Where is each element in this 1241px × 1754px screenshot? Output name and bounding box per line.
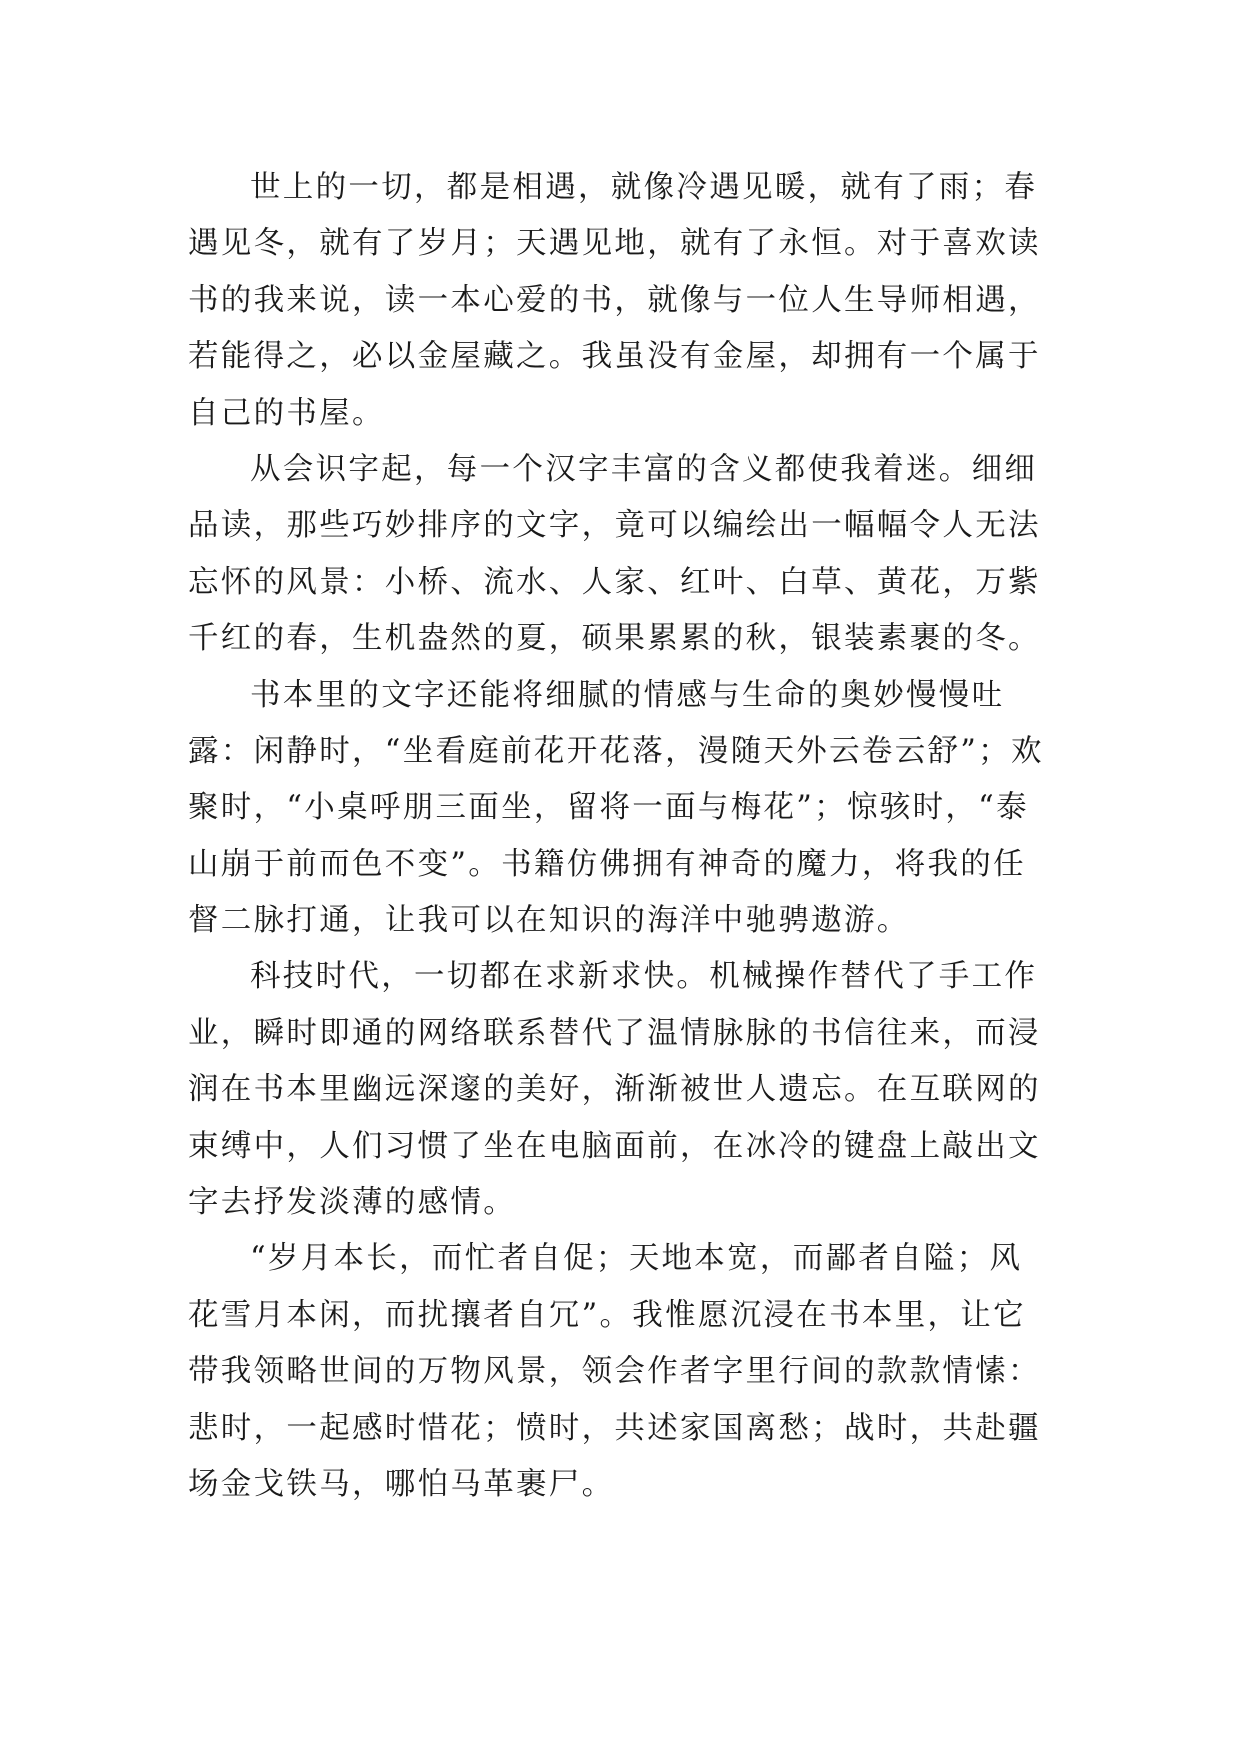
paragraph-line: 束缚中，人们习惯了坐在电脑面前，在冰冷的键盘上敲出文 bbox=[188, 1128, 1041, 1164]
paragraph-line: 业，瞬时即通的网络联系替代了温情脉脉的书信往来，而浸 bbox=[188, 1015, 1041, 1051]
paragraph-line: 忘怀的风景：小桥、流水、人家、红叶、白草、黄花，万紫 bbox=[188, 564, 1041, 600]
paragraph-line: 花雪月本闲，而扰攘者自冗”。我惟愿沉浸在书本里，让它 bbox=[188, 1297, 1026, 1333]
paragraph-line: 千红的春，生机盎然的夏，硕果累累的秋，银装素裹的冬。 bbox=[188, 621, 1041, 657]
paragraph-5 bbox=[188, 1231, 1088, 1513]
paragraph-2 bbox=[188, 442, 1088, 668]
paragraph-line: 聚时，“小桌呼朋三面坐，留将一面与梅花”；惊骇时，“泰 bbox=[188, 790, 1029, 826]
paragraph-line: 科技时代，一切都在求新求快。机械操作替代了手工作 bbox=[250, 959, 1038, 995]
paragraph-line: 润在书本里幽远深邃的美好，渐渐被世人遗忘。在互联网的 bbox=[188, 1072, 1041, 1108]
paragraph-line: 书本里的文字还能将细腻的情感与生命的奥妙慢慢吐 bbox=[250, 677, 1005, 713]
paragraph-line: 字去抒发淡薄的感情。 bbox=[188, 1185, 516, 1221]
paragraph-line: 遇见冬，就有了岁月；天遇见地，就有了永恒。对于喜欢读 bbox=[188, 226, 1041, 262]
paragraph-line: 书的我来说，读一本心爱的书，就像与一位人生导师相遇， bbox=[188, 282, 1041, 318]
paragraph-line: 从会识字起，每一个汉字丰富的含义都使我着迷。细细 bbox=[250, 451, 1038, 487]
document-body bbox=[188, 160, 1088, 1513]
paragraph-line: 品读，那些巧妙排序的文字，竟可以编绘出一幅幅令人无法 bbox=[188, 508, 1041, 544]
paragraph-4 bbox=[188, 949, 1088, 1231]
paragraph-line: 山崩于前而色不变”。书籍仿佛拥有神奇的魔力，将我的任 bbox=[188, 846, 1026, 882]
paragraph-line: 带我领略世间的万物风景，领会作者字里行间的款款情愫： bbox=[188, 1354, 1041, 1390]
paragraph-line: 督二脉打通，让我可以在知识的海洋中驰骋遨游。 bbox=[188, 903, 910, 939]
paragraph-line: 自己的书屋。 bbox=[188, 395, 385, 431]
paragraph-line: 场金戈铁马，哪怕马革裹尸。 bbox=[188, 1466, 615, 1502]
paragraph-1 bbox=[188, 160, 1088, 442]
paragraph-line: 若能得之，必以金屋藏之。我虽没有金屋，却拥有一个属于 bbox=[188, 339, 1041, 375]
paragraph-line: 露：闲静时，“坐看庭前花开花落，漫随天外云卷云舒”；欢 bbox=[188, 733, 1044, 769]
paragraph-3 bbox=[188, 668, 1088, 950]
paragraph-line: 悲时，一起感时惜花；愤时，共述家国离愁；战时，共赴疆 bbox=[188, 1410, 1041, 1446]
paragraph-line: “岁月本长，而忙者自促；天地本宽，而鄙者自隘；风 bbox=[250, 1241, 1023, 1277]
paragraph-line: 世上的一切，都是相遇，就像冷遇见暖，就有了雨；春 bbox=[250, 170, 1038, 205]
